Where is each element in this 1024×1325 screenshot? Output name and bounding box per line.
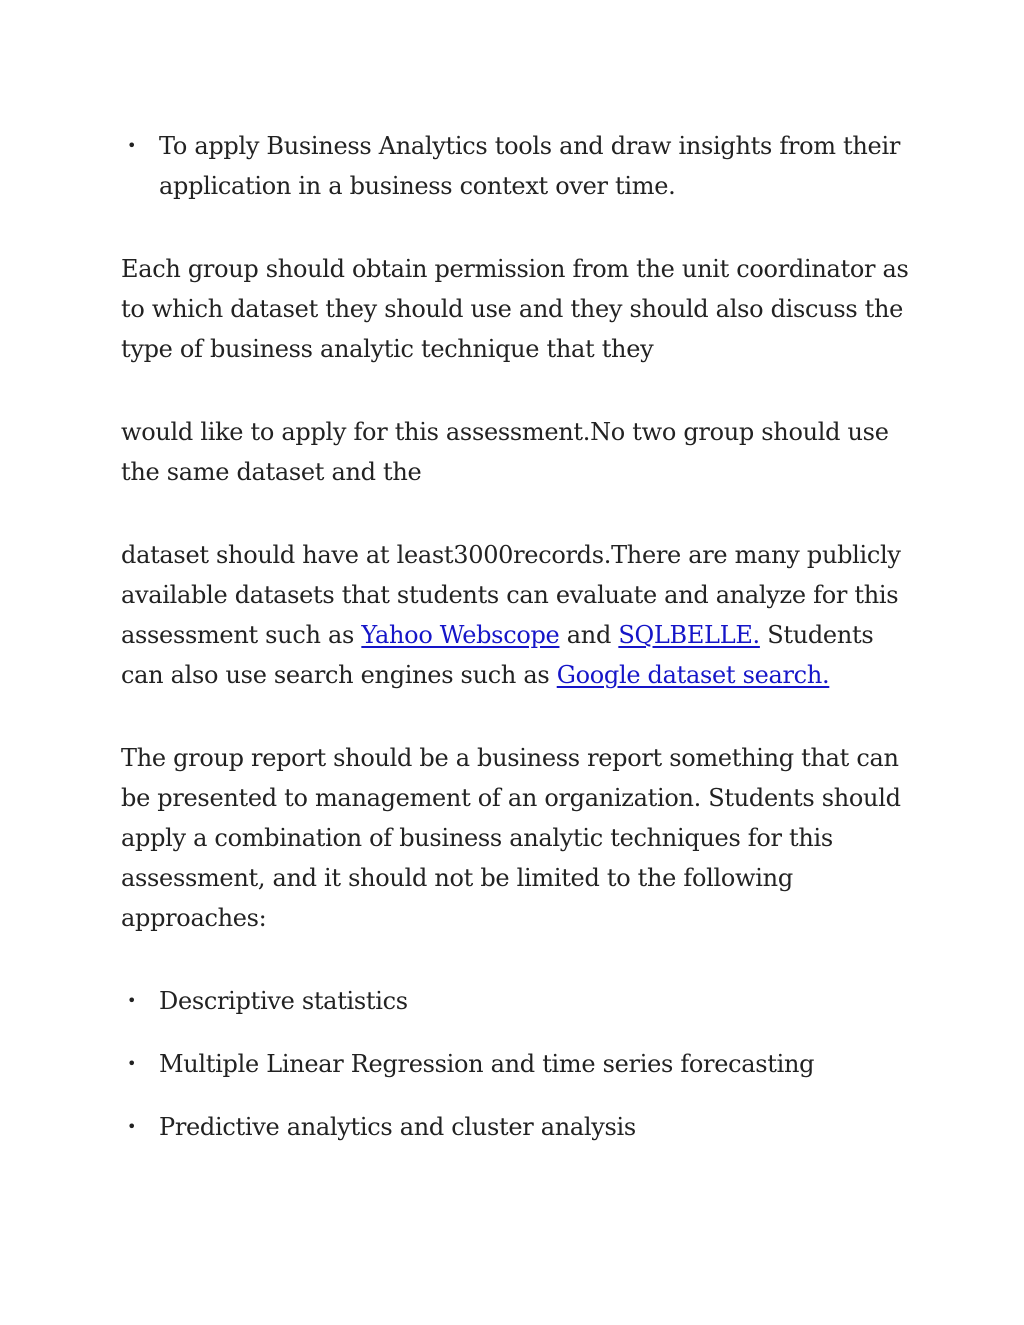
permission-paragraph: Each group should obtain permission from the unit coordinator as to which dataset they should use and they should also discuss the type of business analytic technique that they bbox=[121, 255, 909, 363]
objective-list-item bbox=[121, 126, 911, 206]
dataset-sources-text-2: and bbox=[559, 621, 619, 649]
bullet-icon: • bbox=[127, 1054, 137, 1073]
dataset-sources-text-1: dataset should have at least3000records.There are many publicly available datasets that students can evaluate and analyze for this assessment such as bbox=[121, 541, 901, 649]
google-dataset-search-link[interactable]: Google dataset search. bbox=[556, 661, 830, 689]
dataset-uniqueness-paragraph: would like to apply for this assessment.No two group should use the same dataset and the bbox=[121, 418, 889, 486]
dataset-sources-paragraph bbox=[121, 535, 911, 695]
bullet-icon: • bbox=[127, 1117, 137, 1136]
approach-text: Predictive analytics and cluster analysis bbox=[159, 1113, 636, 1141]
objective-text: To apply Business Analytics tools and draw insights from their application in a business context over time. bbox=[159, 132, 900, 200]
yahoo-webscope-link[interactable]: Yahoo Webscope bbox=[361, 621, 560, 649]
sqlbelle-link[interactable]: SQLBELLE. bbox=[618, 621, 760, 649]
dataset-sources-text-3: Students can also use search engines such as bbox=[121, 621, 874, 689]
report-requirements-paragraph: The group report should be a business report something that can be presented to management of an organization. Students should apply a combination of business analytic techniques for this assessment, and it should not be limited to the following approaches: bbox=[121, 744, 901, 932]
approach-list-item bbox=[121, 1107, 911, 1147]
bullet-icon: • bbox=[127, 991, 137, 1010]
approach-list-item bbox=[121, 1044, 911, 1084]
approach-list-item bbox=[121, 981, 911, 1021]
approach-text: Multiple Linear Regression and time series forecasting bbox=[159, 1050, 815, 1078]
document-page bbox=[121, 126, 911, 1147]
approach-text: Descriptive statistics bbox=[159, 987, 408, 1015]
bullet-icon: • bbox=[127, 136, 137, 155]
